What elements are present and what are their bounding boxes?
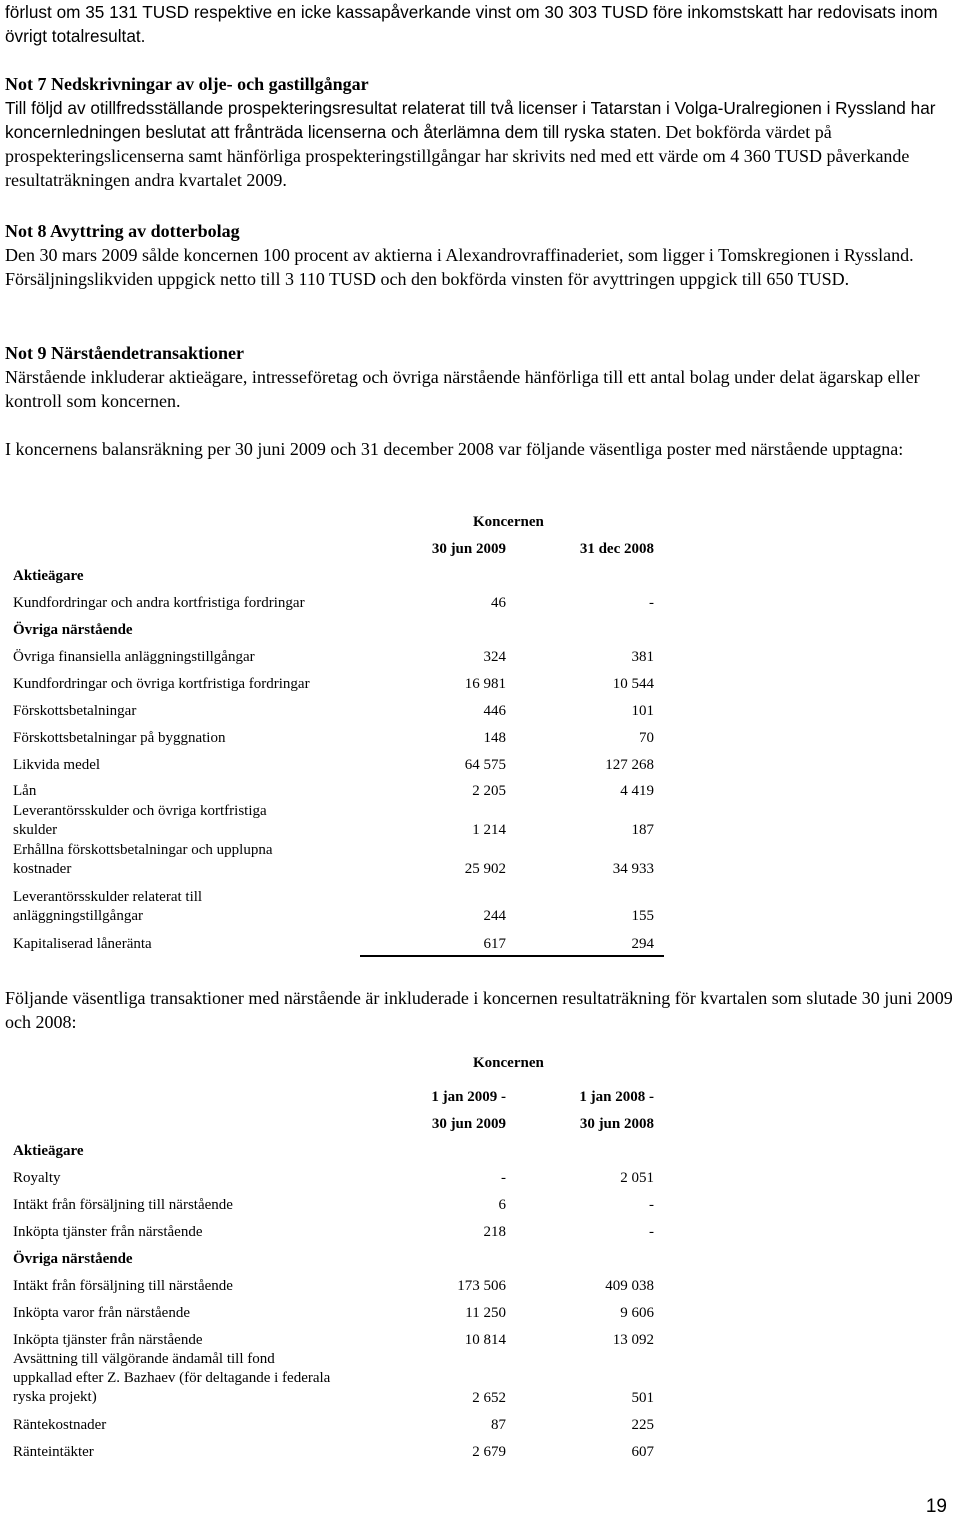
table2-row-value-2008: 501 <box>631 1390 654 1406</box>
table2-row-label: Inköpta varor från närstående <box>13 1305 190 1321</box>
table2-row-label: Inköpta tjänster från närstående <box>13 1332 203 1348</box>
table2-group-header: Koncernen <box>473 1055 544 1071</box>
table2-row-value-2009: 11 250 <box>465 1305 506 1321</box>
table2-row-label: Avsättning till välgörande ändamål till fond uppkallad efter Z. Bazhaev (för deltagande i federala ryska projekt) <box>13 1351 331 1405</box>
table2-row-value-2008: 9 606 <box>620 1305 654 1321</box>
table2-row-value-2009: 10 814 <box>464 1332 506 1348</box>
table2-row-label: Royalty <box>13 1170 61 1186</box>
table2-row-value-2008: 409 038 <box>605 1278 654 1294</box>
table1-row-value-2009: 446 <box>483 703 506 719</box>
table1-col1-header: 30 jun 2009 <box>431 541 506 557</box>
intro-paragraph: förlust om 35 131 TUSD respektive en icke kassapåverkande vinst om 30 303 TUSD före inkomstskatt har redovisats inom övrigt totalresultat. <box>5 2 938 46</box>
table1-row-label: Kapitaliserad låneränta <box>13 936 152 952</box>
table1-row-value-2009: 1 214 <box>472 822 506 838</box>
table1-row-value-2009: 617 <box>483 936 506 952</box>
table1-row-value-2009: 244 <box>483 908 506 924</box>
table1-row-value-2008: 70 <box>639 730 654 746</box>
table1-row-value-2009: 64 575 <box>464 757 506 773</box>
table2-row-value-2008: 607 <box>631 1444 654 1460</box>
table1-row-label: Kundfordringar och övriga kortfristiga fordringar <box>13 676 310 692</box>
table2-row-label: Övriga närstående <box>13 1251 133 1267</box>
table1-row-value-2008: 155 <box>631 908 654 924</box>
table2-row-value-2009: - <box>501 1170 506 1186</box>
table2-row-value-2009: 2 652 <box>472 1390 506 1406</box>
table2-row-label: Intäkt från försäljning till närstående <box>13 1197 233 1213</box>
note8-paragraph: Den 30 mars 2009 sålde koncernen 100 procent av aktierna i Alexandrovraffinaderiet, som ligger i Tomskregionen i Ryssland. Försäljningslikviden uppgick netto till 3 110 TUSD och den bokförda vinsten för avyttringen uppgick till 650 TUSD. <box>5 245 914 289</box>
table1-row-label: Erhållna förskottsbetalningar och upplupna kostnader <box>13 842 273 877</box>
table2-col2-header-line1: 1 jan 2008 - <box>579 1089 654 1105</box>
table2-col1-header-line1: 1 jan 2009 - <box>431 1089 506 1105</box>
table2-row-value-2009: 218 <box>483 1224 506 1240</box>
table1-row-label: Lån <box>13 783 37 799</box>
table1-row-value-2008: 10 544 <box>612 676 654 692</box>
table1-row-label: Förskottsbetalningar på byggnation <box>13 730 226 746</box>
table1-row-value-2008: 34 933 <box>612 861 654 877</box>
note8-heading: Not 8 Avyttring av dotterbolag <box>5 221 240 241</box>
table2-row-label: Ränteintäkter <box>13 1444 94 1460</box>
table1-row-value-2008: 4 419 <box>620 783 654 799</box>
table1-col2-header: 31 dec 2008 <box>579 541 654 557</box>
table1-row-label: Förskottsbetalningar <box>13 703 137 719</box>
table1-row-value-2009: 25 902 <box>464 861 506 877</box>
table1-row-value-2009: 324 <box>483 649 506 665</box>
note7-heading: Not 7 Nedskrivningar av olje- och gastillgångar <box>5 74 369 94</box>
table1-row-label: Övriga finansiella anläggningstillgångar <box>13 649 255 665</box>
table2-row-value-2008: 2 051 <box>620 1170 654 1186</box>
table2-row-value-2008: - <box>649 1197 654 1213</box>
note9-paragraph: Närstående inkluderar aktieägare, intresseföretag och övriga närstående hänförliga till ett antal bolag under delat ägarskap eller kontroll som koncernen. <box>5 367 920 411</box>
table1-row-label: Övriga närstående <box>13 622 133 638</box>
table1-group-header: Koncernen <box>473 514 544 530</box>
balance-intro-paragraph: I koncernens balansräkning per 30 juni 2009 och 31 december 2008 var följande väsentliga poster med närstående upptagna: <box>5 439 904 459</box>
table2-row-value-2008: - <box>649 1224 654 1240</box>
table2-col1-header-line2: 30 jun 2009 <box>431 1116 506 1132</box>
table1-row-value-2008: 127 268 <box>605 757 654 773</box>
table1-row-label: Leverantörsskulder och övriga kortfristiga skulder <box>13 803 267 838</box>
table1-bottom-rule <box>360 955 664 957</box>
table2-col2-header-line2: 30 jun 2008 <box>579 1116 654 1132</box>
table2-row-value-2008: 225 <box>631 1417 654 1433</box>
income-intro-paragraph: Följande väsentliga transaktioner med närstående är inkluderade i koncernen resultaträkning för kvartalen som slutade 30 juni 2009 och 2008: <box>5 988 953 1032</box>
table2-row-label: Aktieägare <box>13 1143 84 1159</box>
note7-body-serif: Det bokförda värdet på prospekteringslicenserna samt hänförliga prospekteringstillgångar har skrivits ned med ett värde om 4 360 TUSD påverkande resultaträkningen andra kvartalet 2009. <box>5 122 910 190</box>
table1-row-value-2008: 381 <box>631 649 654 665</box>
table2-row-value-2009: 87 <box>491 1417 506 1433</box>
table1-row-label: Aktieägare <box>13 568 84 584</box>
note9-heading: Not 9 Närståendetransaktioner <box>5 343 244 363</box>
table1-row-value-2008: 294 <box>631 936 654 952</box>
table2-row-value-2008: 13 092 <box>612 1332 654 1348</box>
note7-paragraph <box>5 96 957 192</box>
table2-row-label: Räntekostnader <box>13 1417 107 1433</box>
table2-row-label: Intäkt från försäljning till närstående <box>13 1278 233 1294</box>
table2-row-value-2009: 2 679 <box>472 1444 506 1460</box>
table1-row-value-2009: 148 <box>483 730 506 746</box>
table1-row-value-2008: - <box>649 595 654 611</box>
table1-row-label: Likvida medel <box>13 757 101 773</box>
table1-row-value-2008: 101 <box>631 703 654 719</box>
table1-row-value-2009: 46 <box>491 595 506 611</box>
page-number: 19 <box>925 1496 947 1517</box>
table2-row-value-2009: 6 <box>498 1197 506 1213</box>
table1-row-value-2008: 187 <box>631 822 654 838</box>
note7-body-sans: Till följd av otillfredsställande prospekteringsresultat relaterat till två licenser i Tatarstan i Volga-Uralregionen i Ryssland har koncernledningen beslutat att frånträda licenserna och återlämna dem till ryska staten. <box>5 98 936 142</box>
table1-row-value-2009: 2 205 <box>472 783 506 799</box>
table1-row-label: Leverantörsskulder relaterat till anläggningstillgångar <box>13 889 203 924</box>
table2-row-label: Inköpta tjänster från närstående <box>13 1224 203 1240</box>
table1-row-label: Kundfordringar och andra kortfristiga fordringar <box>13 595 305 611</box>
table1-row-value-2009: 16 981 <box>464 676 506 692</box>
table2-row-value-2009: 173 506 <box>457 1278 506 1294</box>
